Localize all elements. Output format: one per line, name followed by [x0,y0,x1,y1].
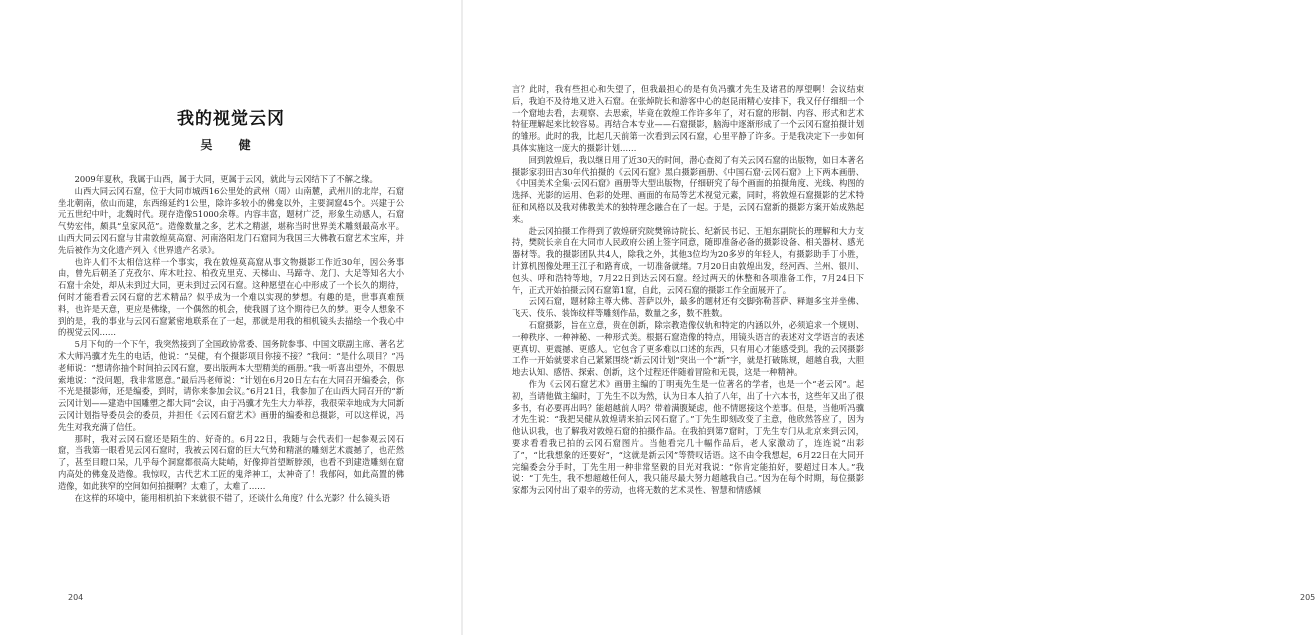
left-page [0,0,462,635]
page-number-left: 204 [68,593,84,602]
paragraph: 在这样的环境中，能用相机拍下来就很不错了，还谈什么角度？什么光影？什么镜头语 [74,492,390,503]
paragraph: 5月下旬的一个下午，我突然接到了全国政协常委、国务院参事、中国文联副主席、著名艺术大师冯骥才先生的电话，他说：“吴健，有个摄影项目你接不接？”我问：“是什么项目？”冯老师说：“想请你抽个时间拍云冈石窟，要出版两本大型精美的画册。”我一听喜出望外，不假思索地说：“没问题，我非常愿意。”最后冯老师说：“计划在6月20日左右在大同召开编委会，你不光是摄影师，还是编委，到时，请你来参加会议。”6月21日，我参加了在山西大同召开的“新云冈计划——建造中国雕塑之都大同”会议，由于冯骥才先生大力举荐，我很荣幸地成为大同新云冈计划指导委员会的委员，并担任《云冈石窟艺术》画册的编委和总摄影，可以这样说，冯先生对我充满了信任。 [58,339,404,432]
paragraph: 云冈石窟，题材除主尊大佛、菩萨以外，最多的题材还有交脚弥勒菩萨、释迦多宝并坐佛、飞天、伎乐、装饰纹样等雕刻作品，数量之多，数不胜数。 [512,296,864,319]
article-title: 我的视觉云冈 [177,109,285,129]
right-body-text [512,84,864,497]
paragraph: 2009年夏秋，我属于山西，属于大同，更属于云冈，就此与云冈结下了不解之缘。 [74,174,378,184]
paragraph: 也许人们不太相信这样一个事实，我在敦煌莫高窟从事文物摄影工作近30年，因公务事由，曾先后朝圣了克孜尔、库木吐拉、柏孜克里克、天梯山、马蹄寺、龙门、大足等知名大小石窟十余处，却从未到过大同，更未到过云冈石窟。这种愿望在心中形成了一个长久的期待，何时才能看看云冈石窟的艺术精品？似乎成为一个难以实现的梦想。有趣的是，世事真难预料，也许是天意，更应是佛缘，一个偶然的机会，使我圆了这个期待已久的梦。更令人想象不到的是，我的事业与云冈石窟紧密地联系在了一起，那就是用我的相机镜头去描绘一个我心中的视觉云冈…… [58,256,404,338]
paragraph: 赴云冈拍摄工作得到了敦煌研究院樊锦诗院长、纪新民书记、王旭东副院长的理解和大力支持，樊院长亲自在大同市人民政府公函上签字同意，随即准备必备的摄影设备、相关器材、感光器材等。我的摄影团队共4人，除我之外，其他3位均为20多岁的年轻人，有摄影助手丁小胜，计算机图像处理王江子和路育成，一切准备就绪。7月20日由敦煌出发，经河西、兰州、银川、包头、呼和浩特等地，7月22日到达云冈石窟。经过两天的休整和各项准备工作，7月24日下午，正式开始拍摄云冈石窟第1窟，自此，云冈石窟的摄影工作全面展开了。 [512,225,864,295]
paragraph: 山西大同云冈石窟，位于大同市城西16公里处的武州（周）山南麓，武州川的北岸，石窟坐北朝南，依山而建，东西绵延约1公里，除许多较小的佛龛以外，主要洞窟45个。兴建于公元五世纪中叶，北魏时代。现存造像51000余尊。内容丰富，题材广泛，形象生动感人，石窟气势宏伟，颇具“皇家风范”。造像数量之多，艺术之精湛，堪称当时世界美术雕刻最高水平。山西大同云冈石窟与甘肃敦煌莫高窟、河南洛阳龙门石窟同为我国三大佛教石窟艺术宝库，并先后被作为文化遗产列入《世界遗产名录》。 [58,185,404,255]
continued-paragraph: 言？此时，我有些担心和失望了，但我最担心的是有负冯骥才先生及诸君的厚望啊！会议结束后，我迫不及待地又进入石窟。在张焯院长和游客中心的赵昆雨精心安排下，我又仔仔细细一个一个窟地去看，去观察、去思索，毕竟在敦煌工作许多年了，对石窟的形制、内容、形式和艺术特征理解起来比较容易。再结合本专业——石窟摄影，脑海中逐渐形成了一个云冈石窟拍摄计划的雏形。此时的我，比起几天前第一次看到云冈石窟，心里平静了许多。于是我决定下一步如何具体实施这一庞大的摄影计划…… [512,84,864,153]
page-number-right: 205 [1300,593,1315,602]
paragraph: 那时，我对云冈石窟还是陌生的、好奇的。6月22日，我随与会代表们一起参观云冈石窟，当我第一眼看见云冈石窟时，我被云冈石窟的巨大气势和精湛的雕刻艺术震撼了，也茫然了，甚至目瞪口呆，几乎每个洞窟都很高大陡峭，好像抑首望断脖颈，也看不到建造雕刻在窟内高处的佛龛及造像。我惊叹，古代艺术工匠的鬼斧神工，太神奇了！我郁闷，如此高置的佛造像，如此狭窄的空间如何拍摄啊？太难了，太难了…… [58,433,404,491]
paragraph: 回到敦煌后，我以继日用了近30天的时间，潜心查阅了有关云冈石窟的出版物，如日本著名摄影家羽田吉30年代拍摄的《云冈石窟》黑白摄影画册、《中国石窟·云冈石窟》上下两本画册、《中国美术全集·云冈石窟》画册等大型出版物，仔细研究了每个画面的拍摄角度、光线、构图的选择、光影的运用、色彩的处理、画面的布局等艺术视觉元素，同时，将敦煌石窟摄影的艺术特征和风格以及我对佛教美术的独特理念融合在了一起。于是，云冈石窟新的摄影方案开始成熟起来。 [512,154,864,224]
paragraph: 石窟摄影，旨在立意，贵在创新，除宗教造像仪轨和特定的内涵以外，必须追求一个规则、一种秩序、一种神秘、一种形式美。根据石窟造像的特点，用镜头语言的表述对文学语言的表述更真切、更震撼、更感人。它包含了更多难以口述的东西，只有用心才能感受到。我的云冈摄影工作一开始就要求自己紧紧围绕“新云冈计划”突出一个“新”字，就是打破陈规，超越自我，大胆地去认知、感悟、探索、创新，这个过程还伴随着冒险和无畏，这是一种精神。 [512,319,864,378]
article-author: 吴 健 [200,138,262,152]
paragraph: 作为《云冈石窟艺术》画册主编的丁明夷先生是一位著名的学者，也是一个“老云冈”。起初，当请他做主编时，丁先生不以为然，认为日本人拍了八年，出了十六本书，这些年又出了很多书，有必要再出吗？能超越前人吗？带着满腹疑虑，他不情愿接这个差事。但是，当他听冯骥才先生说：“我把吴健从敦煌请来拍云冈石窟了。”丁先生即刻改变了主意，他欣然答应了，因为他认识我，也了解我对敦煌石窟的拍摄作品。在我拍到第7窟时，丁先生专门从北京来到云冈，要求看看我已拍的云冈石窟图片。当他看完几十幅作品后，老人家激动了，连连说“出彩了”，“比我想象的还要好”，“这就是新云冈”等赞叹话语。这不由令我想起，6月22日在大同开完编委会分手时，丁先生用一种非常坚毅的目光对我说：“你肯定能拍好，要超过日本人。”我说：“丁先生，我不想超越任何人，我只能尽最大努力超越我自己。”因为在每个时期，每位摄影家都为云冈付出了艰辛的劳动，也将无数的艺术灵性、智慧和情感倾 [512,378,864,496]
left-body-text [58,174,404,504]
